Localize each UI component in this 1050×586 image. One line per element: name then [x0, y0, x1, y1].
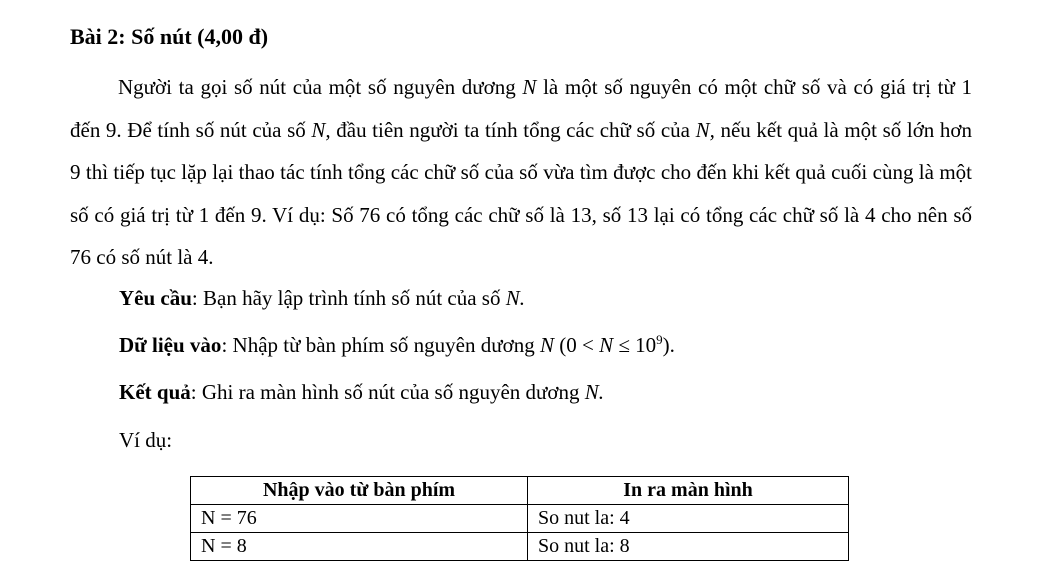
problem-title: Bài 2: Số nút (4,00 đ): [70, 24, 269, 49]
intro-text-3: đầu tiên người ta tính tổng các chữ số của: [330, 117, 696, 142]
intro-text-1: Người ta gọi số nút của một số nguyên dương: [118, 75, 523, 99]
requirement-line: [119, 286, 525, 311]
cell-output: So nut la: 8: [528, 533, 849, 561]
table-row: [191, 533, 849, 561]
requirement-var: N.: [505, 286, 525, 310]
var-n-2: N,: [311, 117, 331, 142]
cell-output: So nut la: 4: [528, 505, 849, 533]
problem-description: [70, 66, 972, 279]
intro-text-4: nếu kết quả là một số lớn hơn 9 thì tiếp tục lặp lại thao tác tính tổng các chữ số của số vừa tìm được cho đến khi kết quả cuối cùng là một số có giá trị từ 1 đến 9. Ví dụ: Số 76 có tổng các chữ số là 13, số 13 lại có tổng các chữ số là 4 cho nên số 76 có số nút là 4.: [70, 117, 973, 269]
cell-input: N = 76: [191, 505, 528, 533]
input-spec-text: : Nhập từ bàn phím số nguyên dương: [221, 333, 540, 357]
table-header-row: [191, 477, 849, 505]
requirement-label: Yêu cầu: [119, 286, 192, 310]
input-spec-open: (0 <: [553, 333, 600, 357]
input-spec-var: N: [539, 333, 554, 357]
output-spec-text: : Ghi ra màn hình số nút của số nguyên dương: [190, 380, 585, 404]
cell-input: N = 8: [191, 533, 528, 561]
input-spec-exponent: 9: [656, 332, 663, 347]
intro-text-2: là một số nguyên có một chữ số và có giá trị từ 1 đến 9. Để tính số nút của số: [70, 75, 973, 142]
input-spec-var2: N: [599, 333, 614, 357]
output-spec-var: N.: [584, 380, 605, 404]
header-input: Nhập vào từ bàn phím: [191, 477, 528, 505]
input-spec-label: Dữ liệu vào: [119, 333, 222, 357]
requirement-text: : Bạn hãy lập trình tính số nút của số: [191, 286, 506, 310]
example-label: Ví dụ:: [119, 428, 173, 452]
output-spec-line: [119, 380, 604, 405]
header-output: In ra màn hình: [528, 477, 849, 505]
input-spec-le: ≤ 10: [613, 333, 657, 357]
input-spec-line: [119, 333, 675, 358]
var-n-3: N,: [695, 117, 715, 142]
example-table: [190, 476, 849, 561]
output-spec-label: Kết quả: [119, 380, 191, 404]
var-n-1: N: [522, 75, 537, 99]
table-row: [191, 505, 849, 533]
input-spec-close: ).: [662, 333, 675, 357]
